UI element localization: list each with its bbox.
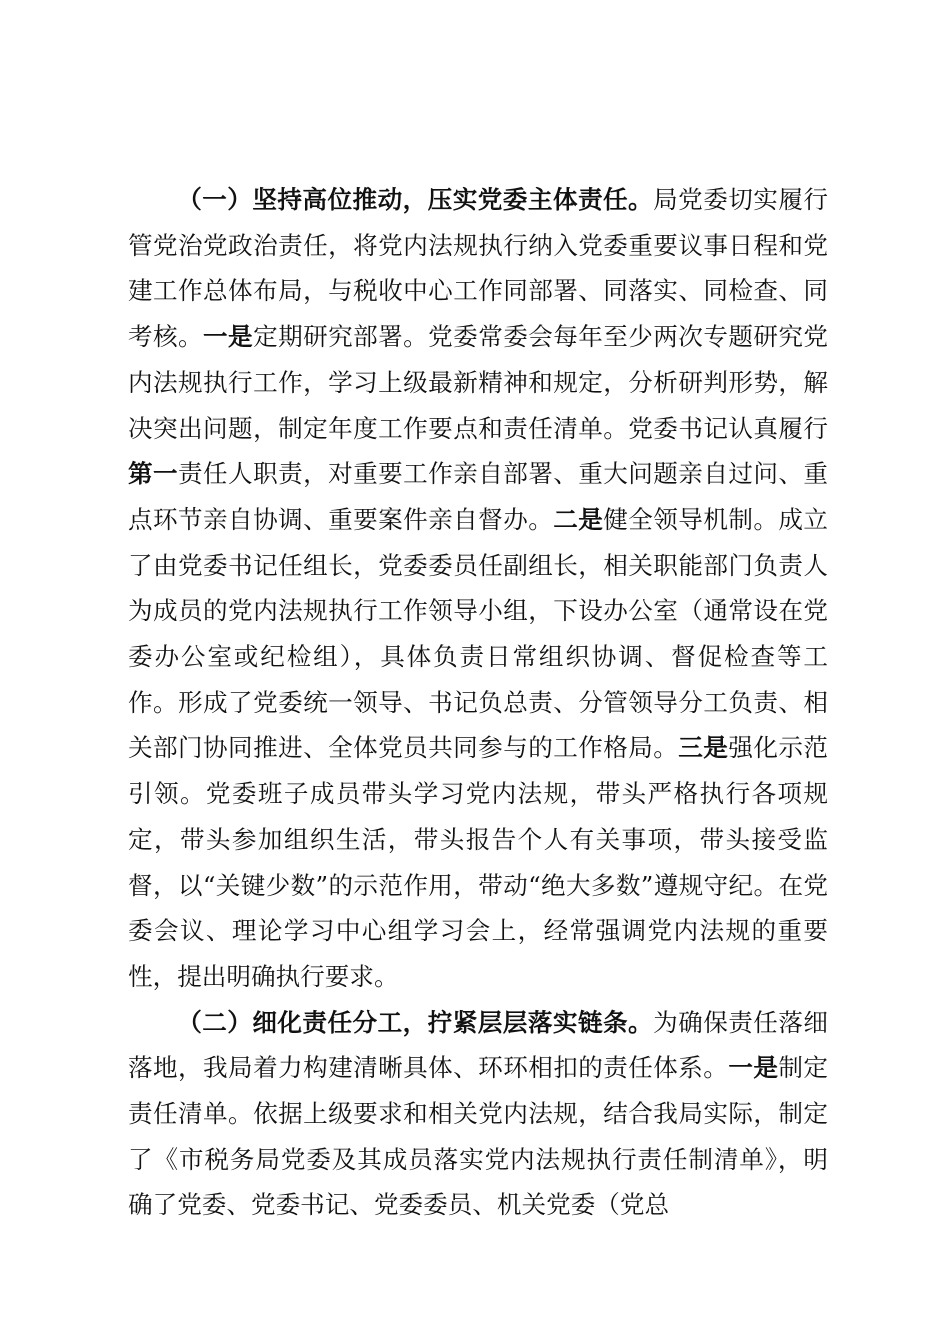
document-body: [128, 177, 828, 1228]
paragraph-text: 为确保责任落细落地，我局着力构建清晰具体、环环相扣的责任体系。: [128, 1007, 828, 1083]
paragraph-text: 局党委切实履行管党治党政治责任，将党内法规执行纳入党委重要议事日程和党建工作总体布局，与税收中心工作同部署、同落实、同检查、同考核。: [128, 185, 828, 352]
paragraph-text: 强化示范引领。党委班子成员带头学习党内法规，带头严格执行各项规定，带头参加组织生活，带头报告个人有关事项，带头接受监督，以“关键少数”的示范作用，带动“绝大多数”遵规守纪。在党委会议、理论学习中心组学习会上，经常强调党内法规的重要性，提出明确执行要求。: [128, 733, 828, 991]
paragraph-2: [128, 1000, 828, 1229]
paragraph-text: 责任人职责，对重要工作亲自部署、重大问题亲自过问、重点环节亲自协调、重要案件亲自督办。: [128, 459, 828, 534]
point-marker-2: 二是: [553, 504, 604, 534]
paragraph-1: [128, 177, 828, 1000]
emphasis-text: 第一: [128, 459, 179, 489]
section-heading-2: （二）细化责任分工，拧紧层层落实链条。: [177, 1007, 654, 1037]
point-marker-1: 一是: [728, 1053, 779, 1083]
point-marker-1: 一是: [203, 322, 254, 352]
paragraph-text: 健全领导机制。成立了由党委书记任组长，党委委员任副组长，相关职能部门负责人为成员的党内法规执行工作领导小组，下设办公室（通常设在党委办公室或纪检组），具体负责日常组织协调、督促检查等工作。形成了党委统一领导、书记负总责、分管领导分工负责、相关部门协同推进、全体党员共同参与的工作格局。: [128, 504, 828, 763]
paragraph-text: 定期研究部署。党委常委会每年至少两次专题研究党内法规执行工作，学习上级最新精神和规定，分析研判形势，解决突出问题，制定年度工作要点和责任清单。党委书记认真履行: [128, 322, 828, 443]
point-marker-3: 三是: [678, 733, 729, 763]
section-heading-1: （一）坚持高位推动，压实党委主体责任。: [177, 185, 654, 214]
paragraph-text: 制定责任清单。依据上级要求和相关党内法规，结合我局实际，制定了《市税务局党委及其成员落实党内法规执行责任制清单》，明确了党委、党委书记、党委委员、机关党委（党总: [128, 1053, 828, 1220]
